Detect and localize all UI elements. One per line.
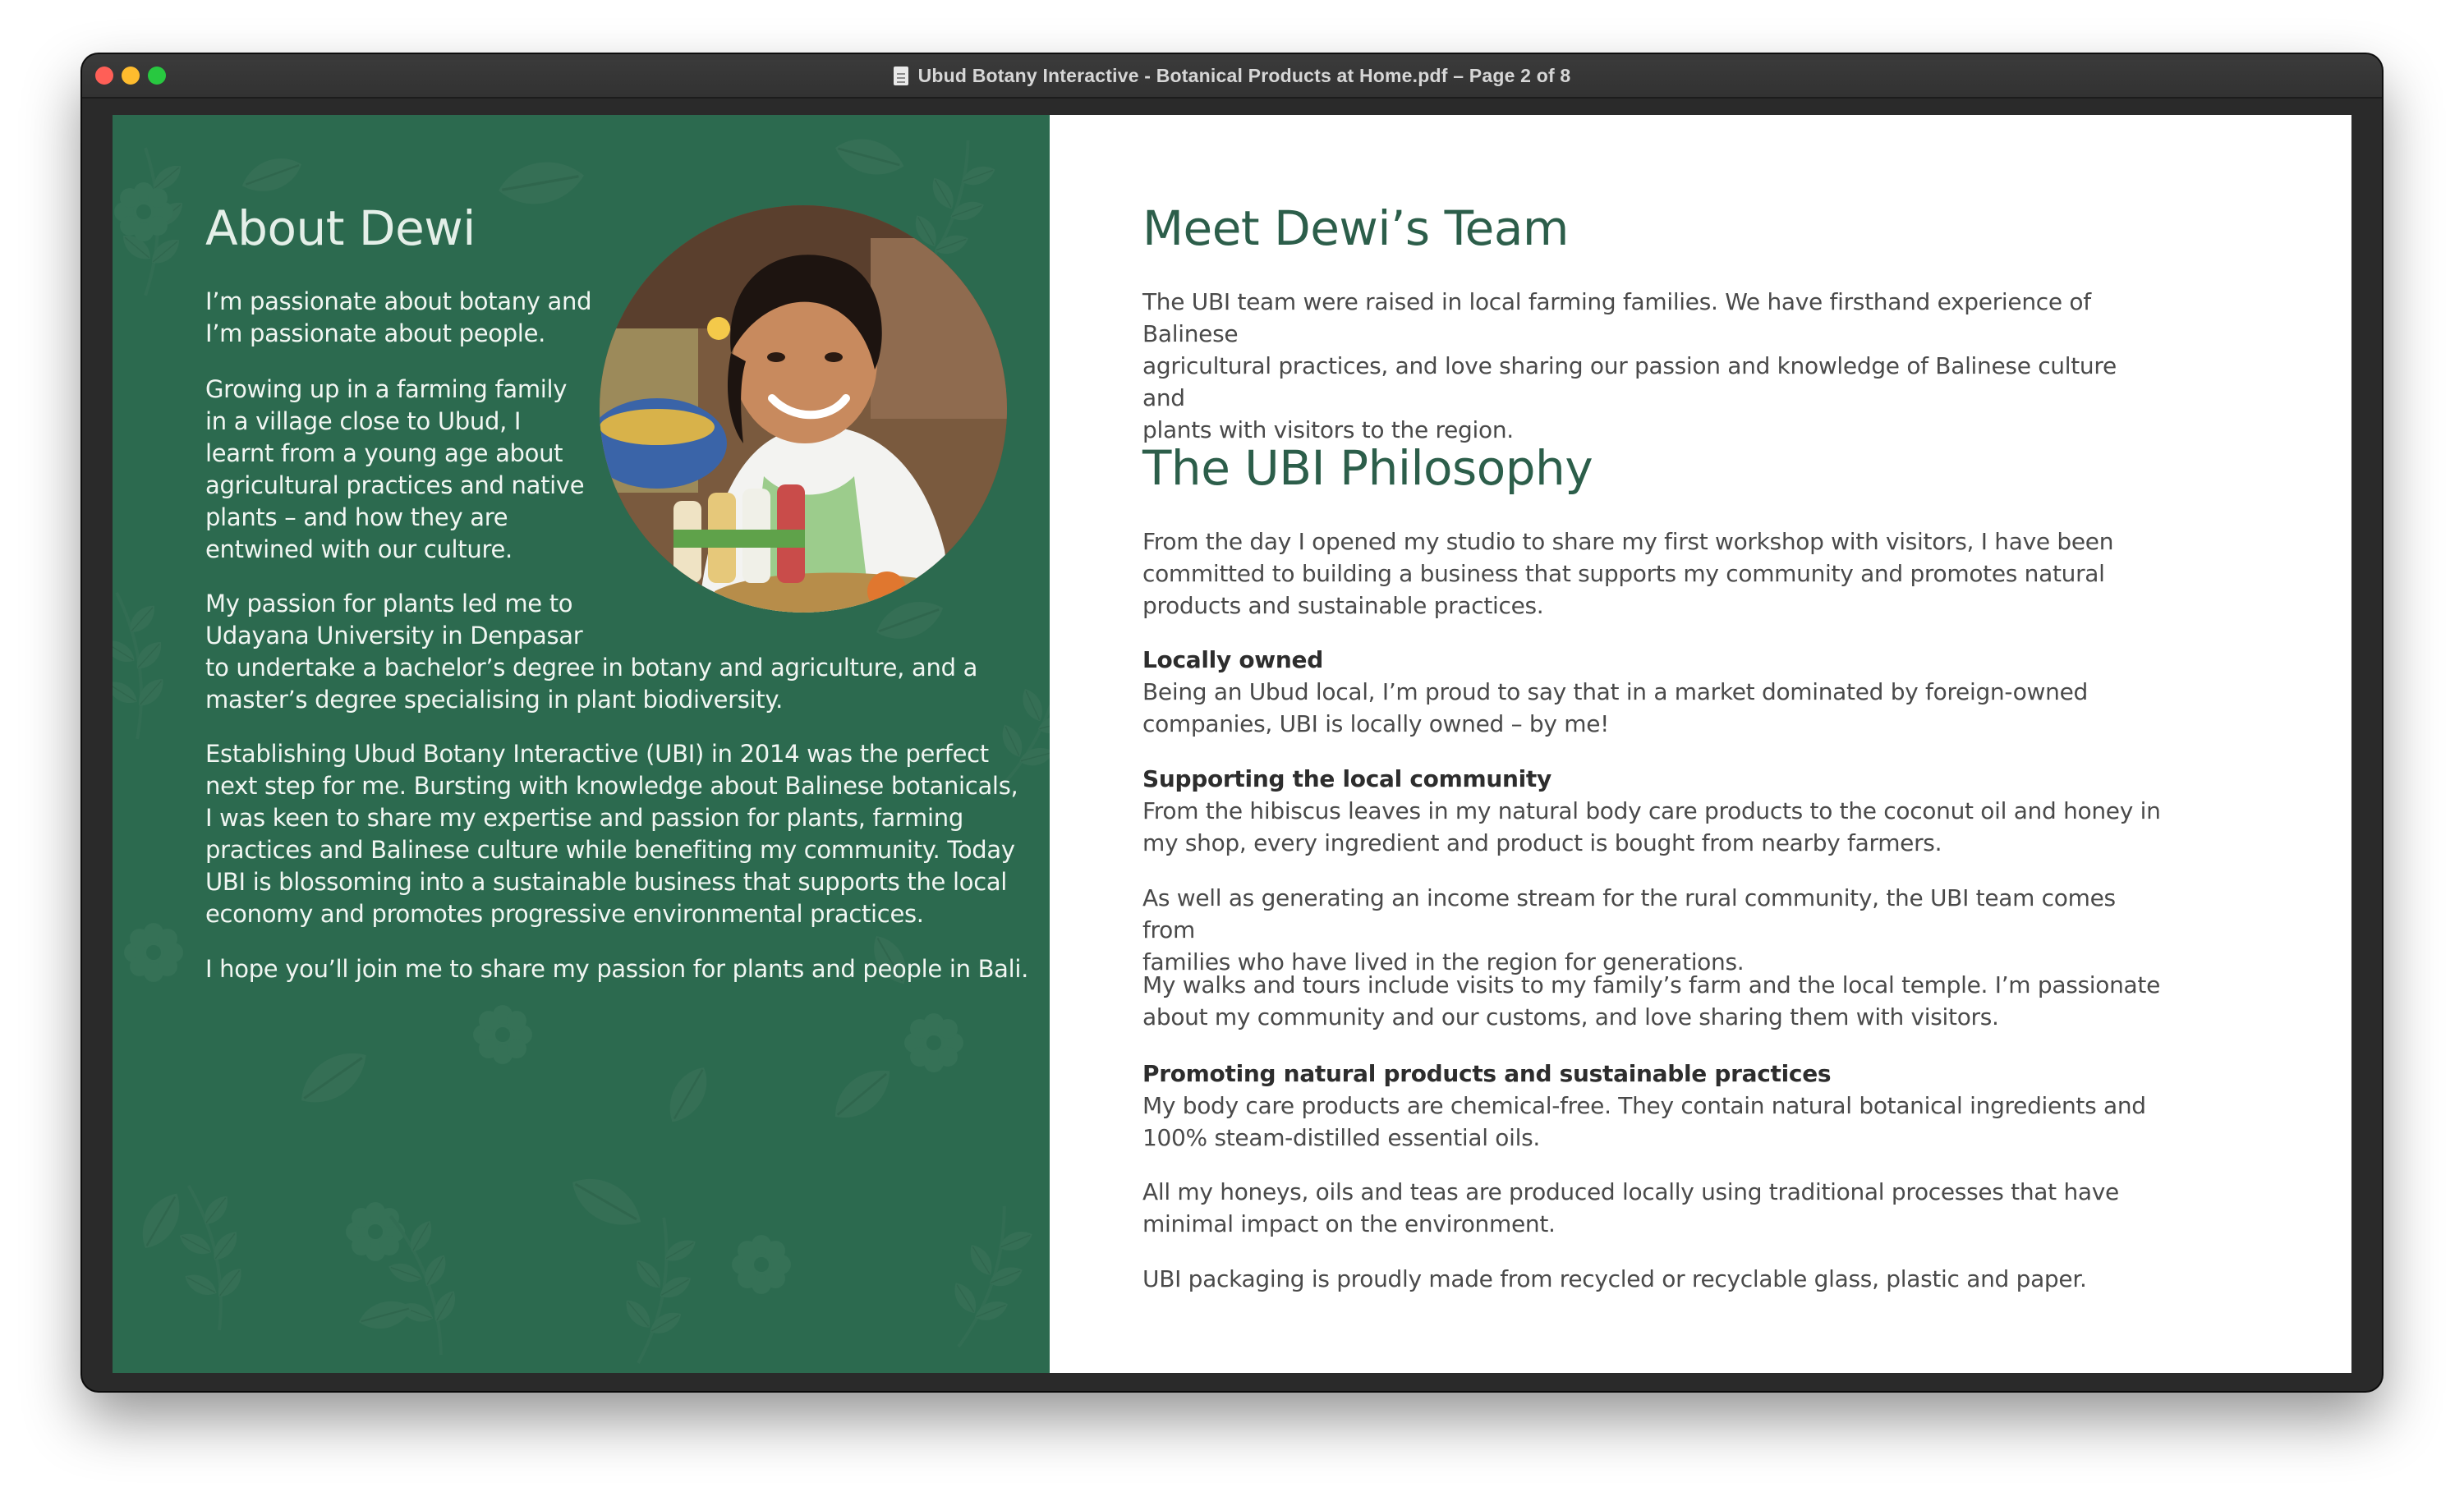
window-title: Ubud Botany Interactive - Botanical Products at Home.pdf – Page 2 of 8 — [917, 64, 1571, 86]
pdf-document-icon — [894, 67, 908, 85]
text-line: agricultural practices and native — [205, 471, 585, 499]
text-line: to undertake a bachelor’s degree in botany and agriculture, and a — [205, 654, 978, 682]
team-paragraph — [1142, 286, 2161, 446]
about-paragraph-2 — [205, 374, 584, 566]
natural-paragraph-2 — [1142, 1176, 2161, 1240]
text-line: My body care products are chemical-free. They contain natural botanical ingredients and — [1142, 1092, 2146, 1119]
text-line: My passion for plants led me to — [205, 590, 573, 617]
text-line: Growing up in a farming family — [205, 375, 568, 403]
philosophy-intro — [1142, 526, 2161, 622]
text-line: Being an Ubud local, I’m proud to say that in a market dominated by foreign-owned — [1142, 678, 2088, 705]
text-line: I was keen to share my expertise and passion for plants, farming — [205, 804, 963, 832]
title-bar[interactable] — [82, 54, 2382, 99]
text-line: plants – and how they are — [205, 503, 508, 531]
about-paragraph-4 — [205, 738, 1018, 930]
text-line: Udayana University in Denpasar — [205, 622, 583, 650]
about-paragraph-1 — [205, 286, 591, 350]
text-line: I’m passionate about people. — [205, 319, 546, 347]
text-line: UBI is blossoming into a sustainable business that supports the local — [205, 868, 1008, 896]
community-paragraph-2 — [1142, 882, 2161, 978]
preview-window — [82, 54, 2382, 1391]
community-title: Supporting the local community — [1142, 765, 1551, 792]
window-title-group — [82, 54, 2382, 97]
text-line: I’m passionate about botany and — [205, 287, 592, 315]
text-line: committed to building a business that supports my community and promotes natural — [1142, 560, 2105, 587]
natural-paragraph-3 — [1142, 1263, 2161, 1295]
portrait-illustration — [600, 205, 1007, 613]
text-line: As well as generating an income stream for the rural community, the UBI team comes from — [1142, 884, 2116, 943]
text-line: master’s degree specialising in plant biodiversity. — [205, 686, 784, 714]
text-line: My walks and tours include visits to my family’s farm and the local temple. I’m passionate — [1142, 971, 2161, 998]
text-line: about my community and our customs, and love sharing them with visitors. — [1142, 1003, 1999, 1031]
natural-products-title: Promoting natural products and sustainable practices — [1142, 1060, 1832, 1087]
locally-owned-title: Locally owned — [1142, 646, 1323, 673]
text-line: All my honeys, oils and teas are produced locally using traditional processes that have — [1142, 1178, 2119, 1205]
text-line: companies, UBI is locally owned – by me! — [1142, 710, 1610, 737]
text-line: next step for me. Bursting with knowledge about Balinese botanicals, — [205, 772, 1018, 800]
text-line: agricultural practices, and love sharing our passion and knowledge of Balinese culture and — [1142, 352, 2117, 411]
team-heading: Meet Dewi’s Team — [1142, 200, 1569, 256]
text-line: 100% steam-distilled essential oils. — [1142, 1124, 1540, 1151]
text-line: From the hibiscus leaves in my natural body care products to the coconut oil and honey in — [1142, 797, 2161, 824]
text-line: entwined with our culture. — [205, 535, 513, 563]
text-line: Establishing Ubud Botany Interactive (UBI) in 2014 was the perfect — [205, 740, 989, 768]
document-page[interactable] — [113, 115, 2351, 1373]
locally-owned-section — [1142, 644, 2161, 740]
text-line: minimal impact on the environment. — [1142, 1210, 1556, 1237]
text-line: products and sustainable practices. — [1142, 592, 1544, 619]
text-line: From the day I opened my studio to share my first workshop with visitors, I have been — [1142, 528, 2114, 555]
text-line: economy and promotes progressive environmental practices. — [205, 900, 924, 928]
community-paragraph-3 — [1142, 969, 2161, 1033]
team-philosophy-panel — [1050, 115, 2351, 1373]
text-line: I hope you’ll join me to share my passion for plants and people in Bali. — [205, 955, 1029, 983]
community-section — [1142, 763, 2161, 859]
about-paragraph-5 — [205, 953, 1028, 985]
portrait-photo-icon — [600, 205, 1007, 613]
text-line: in a village close to Ubud, I — [205, 407, 522, 435]
about-paragraph-3 — [205, 588, 977, 716]
text-line: my shop, every ingredient and product is bought from nearby farmers. — [1142, 829, 1942, 856]
about-panel — [113, 115, 1050, 1373]
text-line: learnt from a young age about — [205, 439, 563, 467]
natural-products-section — [1142, 1058, 2161, 1154]
text-line: UBI packaging is proudly made from recycled or recyclable glass, plastic and paper. — [1142, 1265, 2087, 1292]
text-line: families who have lived in the region for generations. — [1142, 948, 1745, 975]
philosophy-heading: The UBI Philosophy — [1142, 440, 1593, 496]
text-line: plants with visitors to the region. — [1142, 416, 1514, 443]
about-heading: About Dewi — [205, 200, 476, 256]
text-line: The UBI team were raised in local farming families. We have firsthand experience of Balinese — [1142, 288, 2091, 347]
text-line: practices and Balinese culture while benefiting my community. Today — [205, 836, 1015, 864]
